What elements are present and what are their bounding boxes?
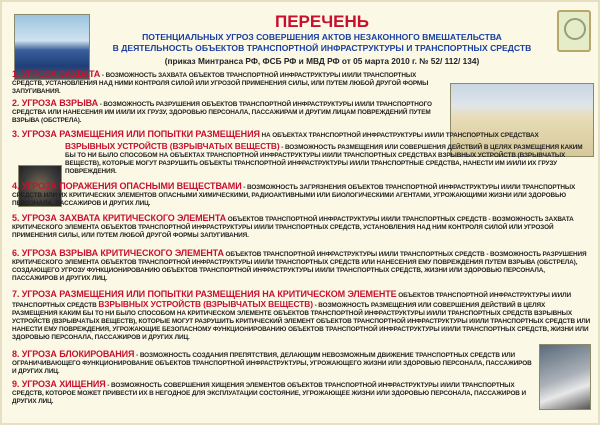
threat-item — [12, 130, 592, 140]
threat-heading: 9. УГРОЗА ХИЩЕНИЯ — [12, 379, 106, 389]
threat-text: ОБЪЕКТОВ ТРАНСПОРТНОЙ ИНФРАСТРУКТУРЫ И/ИЛИ ТРАНСПОРТНЫХ СРЕДСТВ - ВОЗМОЖНОСТЬ РАЗРУШЕНИЯ КРИТИЧЕСКОГО ЭЛЕМЕНТА ОБЪЕКТОВ ТРАНСПОРТНОЙ ИНФРАСТРУКТУРЫ И/ИЛИ ТРАНСПОРТНЫХ СРЕДСТВ ИЛИ НАНЕСЕНИЯ ЕМУ ПОВРЕЖДЕНИЯ ПУТЕМ ВЗРЫВА (ОБСТРЕЛА), СОЗДАЮЩЕГО УГРОЗУ ФУНКЦИОНИРОВАНИЮ ОБЪЕКТОВ ТРАНСПОРТНОЙ ИНФРАСТРУКТУРЫ И/ИЛИ ТРАНСПОРТНЫХ СРЕДСТВ, ЖИЗНИ ИЛИ ЗДОРОВЬЮ ПЕРСОНАЛА, ПАССАЖИРОВ И ДРУГИХ ЛИЦ. — [12, 251, 587, 283]
threat-item — [12, 214, 592, 240]
bus-accident-photo — [539, 344, 591, 410]
threat-text: - ВОЗМОЖНОСТЬ РАЗМЕЩЕНИЯ ИЛИ СОВЕРШЕНИЯ ДЕЙСТВИЙ В ЦЕЛЯХ РАЗМЕЩЕНИЯ КАКИМ БЫ ТО НИ БЫЛО СПОСОБОМ НА КРИТИЧЕСКОМ ЭЛЕМЕНТЕ ОБЪЕКТОВ ТРАНСПОРТНОЙ ИНФРАСТРУКТУРЫ И/ИЛИ ТРАНСПОРТНЫХ СРЕДСТВ ВЗРЫВНЫХ УСТРОЙСТВ (ВЗРЫВЧАТЫХ ВЕЩЕСТВ), КОТОРЫЕ МОГУТ РАЗРУШИТЬ КРИТИЧЕСКИЙ ЭЛЕМЕНТ ОБЪЕКТОВ ТРАНСПОРТНОЙ ИНФРАСТРУКТУРЫ И/ИЛИ ТРАНСПОРТНЫХ СРЕДСТВ ИЛИ НАНЕСТИ ЕМУ ПОВРЕЖДЕНИЯ, УГРОЖАЮЩИЕ БЕЗОПАСНОМУ ФУНКЦИОНИРОВАНИЮ ОБЪЕКТОВ ТРАНСПОРТНОЙ ИНФРАСТРУКТУРЫ И/ИЛИ ТРАНСПОРТНЫХ СРЕДСТВ, ЖИЗНИ ИЛИ ЗДОРОВЬЮ ПЕРСОНАЛА, ПАССАЖИРОВ И ДРУГИХ ЛИЦ. — [12, 302, 591, 342]
threat-heading: 2. УГРОЗА ВЗРЫВА — [12, 98, 99, 108]
threat-text: - ВОЗМОЖНОСТЬ СОЗДАНИЯ ПРЕПЯТСТВИЯ, ДЕЛАЮЩИМ НЕВОЗМОЖНЫМ ДВИЖЕНИЕ ТРАНСПОРТНЫХ СРЕДСТВ ИЛИ ОГРАНИЧИВАЮЩЕГО ФУНКЦИОНИРОВАНИЕ ОБЪЕКТОВ ТРАНСПОРТНОЙ ИНФРАСТРУКТУРЫ, УГРОЖАЮЩЕГО ЖИЗНИ ИЛИ ЗДОРОВЬЮ ПЕРСОНАЛА, ПАССАЖИРОВ И ДРУГИХ ЛИЦ. — [12, 352, 532, 376]
threat-text: ОБЪЕКТОВ ТРАНСПОРТНОЙ ИНФРАСТРУКТУРЫ И/ИЛИ ТРАНСПОРТНЫХ СРЕДСТВ - ВОЗМОЖНОСТЬ ЗАХВАТА КРИТИЧЕСКОГО ЭЛЕМЕНТА ОБЪЕКТОВ ТРАНСПОРТНОЙ ИНФРАСТРУКТУРЫ И/ИЛИ ТРАНСПОРТНЫХ СРЕДСТВ, УСТАНОВЛЕНИЯ НАД НИМ КОНТРОЛЯ СИЛОЙ ИЛИ УГРОЗОЙ ПРИМЕНЕНИЯ СИЛЫ, ИЛИ ПУТЕМ ЛЮБОЙ ДРУГОЙ ФОРМЫ ЗАПУГИВАНИЯ. — [12, 216, 574, 240]
threat-subheading: ВЗРЫВНЫХ УСТРОЙСТВ (ВЗРЫВЧАТЫХ ВЕЩЕСТВ) — [98, 299, 313, 310]
order-reference: (приказ Минтранса РФ, ФСБ РФ и МВД РФ от 05 марта 2010 г. № 52/ 112/ 134) — [164, 56, 480, 66]
threat-item — [12, 99, 442, 125]
threat-text: - ВОЗМОЖНОСТЬ ЗАХВАТА ОБЪЕКТОВ ТРАНСПОРТНОЙ ИНФРАСТРУКТУРЫ И/ИЛИ ТРАНСПОРТНЫХ СРЕДСТВ, УСТАНОВЛЕНИЯ НАД НИМИ КОНТРОЛЯ СИЛОЙ ИЛИ УГРОЗОЙ ПРИМЕНЕНИЯ СИЛЫ, ИЛИ ПУТЕМ ЛЮБОЙ ДРУГОЙ ФОРМЫ ЗАПУГИВАНИЯ. — [12, 72, 429, 96]
header — [92, 12, 552, 67]
logo-badge — [557, 10, 591, 52]
threat-item-continued — [65, 142, 592, 176]
threat-heading: 1. УГРОЗА ЗАХВАТА — [12, 69, 101, 79]
threat-item — [12, 182, 592, 208]
threat-text: НА ОБЪЕКТАХ ТРАНСПОРТНОЙ ИНФРАСТРУКТУРЫ И/ИЛИ ТРАНСПОРТНЫХ СРЕДСТВАХ — [259, 132, 539, 139]
threat-heading: 4. УГРОЗА ПОРАЖЕНИЯ ОПАСНЫМИ ВЕЩЕСТВАМИ — [12, 181, 242, 191]
threat-heading: 7. УГРОЗА РАЗМЕЩЕНИЯ ИЛИ ПОПЫТКИ РАЗМЕЩЕНИЯ НА КРИТИЧЕСКОМ ЭЛЕМЕНТЕ — [12, 289, 397, 299]
threat-text: - ВОЗМОЖНОСТЬ РАЗРУШЕНИЯ ОБЪЕКТОВ ТРАНСПОРТНОЙ ИНФРАСТРУКТУРЫ И/ИЛИ ТРАНСПОРТНОГО СРЕДСТВА ИЛИ НАНЕСЕНИЯ ИМ И/ИЛИ ИХ ГРУЗУ, ЗДОРОВЬЮ ПЕРСОНАЛА, ПАССАЖИРАМ И ДРУГИМ ЛИЦАМ ПОВРЕЖДЕНИЙ ПУТЕМ ВЗРЫВА (ОБСТРЕЛА). — [12, 101, 432, 125]
threat-heading: 3. УГРОЗА РАЗМЕЩЕНИЯ ИЛИ ПОПЫТКИ РАЗМЕЩЕНИЯ — [12, 129, 260, 139]
threat-heading: 5. УГРОЗА ЗАХВАТА КРИТИЧЕСКОГО ЭЛЕМЕНТА — [12, 213, 227, 223]
subtitle-line-2: В ДЕЯТЕЛЬНОСТЬ ОБЪЕКТОВ ТРАНСПОРТНОЙ ИНФРАСТРУКТУРЫ И ТРАНСПОРТНЫХ СРЕДСТВ — [112, 43, 532, 53]
threat-heading: 6. УГРОЗА ВЗРЫВА КРИТИЧЕСКОГО ЭЛЕМЕНТА — [12, 248, 224, 258]
threat-item — [12, 70, 442, 96]
threat-item — [12, 380, 532, 406]
threat-item — [12, 350, 532, 376]
threat-text: - ВОЗМОЖНОСТЬ РАЗМЕЩЕНИЯ ИЛИ СОВЕРШЕНИЯ ДЕЙСТВИЙ В ЦЕЛЯХ РАЗМЕЩЕНИЯ КАКИМ БЫ ТО НИ БЫЛО СПОСОБОМ НА ОБЪЕКТАХ ТРАНСПОРТНОЙ ИНФРАСТРУКТУРЫ И/ИЛИ ТРАНСПОРТНЫХ СРЕДСТВАХ ВЗРЫВНЫХ УСТРОЙСТВ (ВЗРЫВЧАТЫХ ВЕЩЕСТВ), КОТОРЫЕ МОГУТ РАЗРУШИТЬ ОБЪЕКТЫ ТРАНСПОРТНОЙ ИНФРАСТРУКТУРЫ И/ИЛИ ТРАНСПОРТНЫЕ СРЕДСТВА, НАНЕСТИ ИМ И/ИЛИ ИХ ГРУЗУ ПОВРЕЖДЕНИЯ. — [65, 144, 583, 176]
threat-heading: 8. УГРОЗА БЛОКИРОВАНИЯ — [12, 349, 135, 359]
threat-item — [12, 290, 592, 343]
threat-item — [12, 249, 592, 283]
threat-text: ОБЪЕКТОВ ТРАНСПОРТНОЙ ИНФРАСТРУКТУРЫ И/ИЛИ ТРАНСПОРТНЫХ СРЕДСТВ — [12, 292, 571, 310]
threat-text: - ВОЗМОЖНОСТЬ ЗАГРЯЗНЕНИЯ ОБЪЕКТОВ ТРАНСПОРТНОЙ ИНФРАСТРУКТУРЫ И/ИЛИ ТРАНСПОРТНЫХ СРЕДСТВ ИЛИ ИХ КРИТИЧЕСКИХ ЭЛЕМЕНТОВ ОПАСНЫМИ ХИМИЧЕСКИМИ, РАДИОАКТИВНЫМИ ИЛИ БИОЛОГИЧЕСКИМИ АГЕНТАМИ, УГРОЖАЮЩИМИ ЖИЗНИ ИЛИ ЗДОРОВЬЮ ПЕРСОНАЛА, ПАССАЖИРОВ И ДРУГИХ ЛИЦ. — [12, 184, 576, 208]
seal-icon — [564, 18, 586, 40]
threat-text: - ВОЗМОЖНОСТЬ СОВЕРШЕНИЯ ХИЩЕНИЯ ЭЛЕМЕНТОВ ОБЪЕКТОВ ТРАНСПОРТНОЙ ИНФРАСТРУКТУРЫ И/ИЛИ ТРАНСПОРТНЫХ СРЕДСТВ, КОТОРОЕ МОЖЕТ ПРИВЕСТИ ИХ В НЕГОДНОЕ ДЛЯ ЭКСПЛУАТАЦИИ СОСТОЯНИЕ, УГРОЖАЮЩЕЕ ЖИЗНИ ИЛИ ЗДОРОВЬЮ ПЕРСОНАЛА, ПАССАЖИРОВ И ДРУГИХ ЛИЦ. — [12, 382, 526, 406]
threat-subheading: ВЗРЫВНЫХ УСТРОЙСТВ (ВЗРЫВЧАТЫХ ВЕЩЕСТВ) — [65, 141, 280, 151]
subtitle-line-1: ПОТЕНЦИАЛЬНЫХ УГРОЗ СОВЕРШЕНИЯ АКТОВ НЕЗАКОННОГО ВМЕШАТЕЛЬСТВА — [142, 32, 502, 42]
page-title: ПЕРЕЧЕНЬ — [274, 12, 369, 31]
